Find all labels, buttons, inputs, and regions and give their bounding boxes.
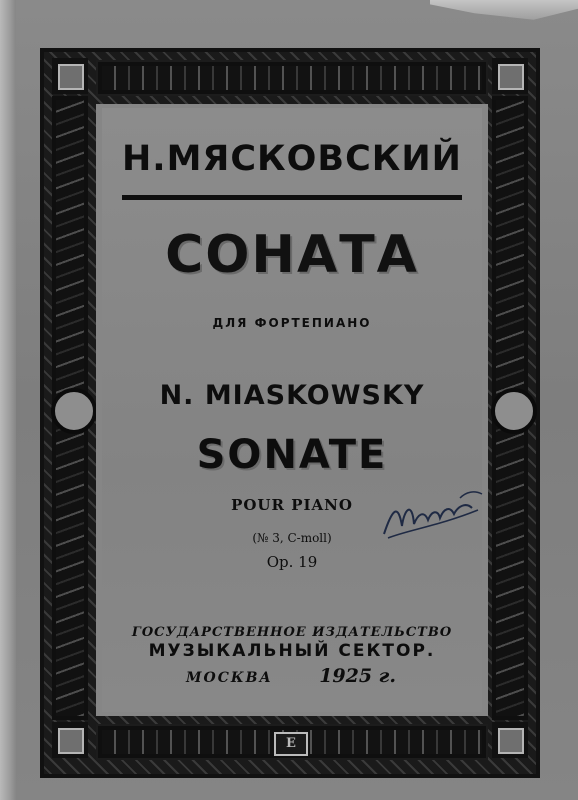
instrumentation-latin: POUR PIANO [231,496,353,514]
sonata-number: (№ 3, C-moll) [252,531,332,545]
ornament-band-top [96,60,488,96]
corner-square-bottom-right [492,722,528,758]
handwritten-signature [378,480,488,550]
instrumentation-russian: ДЛЯ ФОРТЕПИАНО [212,316,372,330]
corner-square-bottom-left [52,722,88,758]
corner-square-top-left [52,58,88,94]
leaf-pattern [102,66,482,90]
imprint-line [186,665,396,687]
publisher-monogram: Е [274,732,308,756]
imprint-year: 1925 г. [319,665,396,687]
imprint-city: МОСКВА [186,670,273,686]
publisher-name: ГОСУДАРСТВЕННОЕ ИЗДАТЕЛЬСТВО [131,625,453,640]
composer-name-russian: Н.МЯСКОВСКИЙ [122,139,462,179]
corner-square-top-right [492,58,528,94]
medallion-left [51,388,97,434]
composer-name-latin: N. MIASKOWSKY [159,380,425,411]
medallion-right [491,388,537,434]
opus-number: Op. 19 [266,553,318,571]
work-title-russian: СОНАТА [165,225,419,285]
publisher-sector: МУЗЫКАЛЬНЫЙ СЕКТОР. [148,641,436,661]
work-title-latin: SONATE [196,432,388,478]
title-rule [122,195,462,200]
torn-left-edge [0,0,16,800]
